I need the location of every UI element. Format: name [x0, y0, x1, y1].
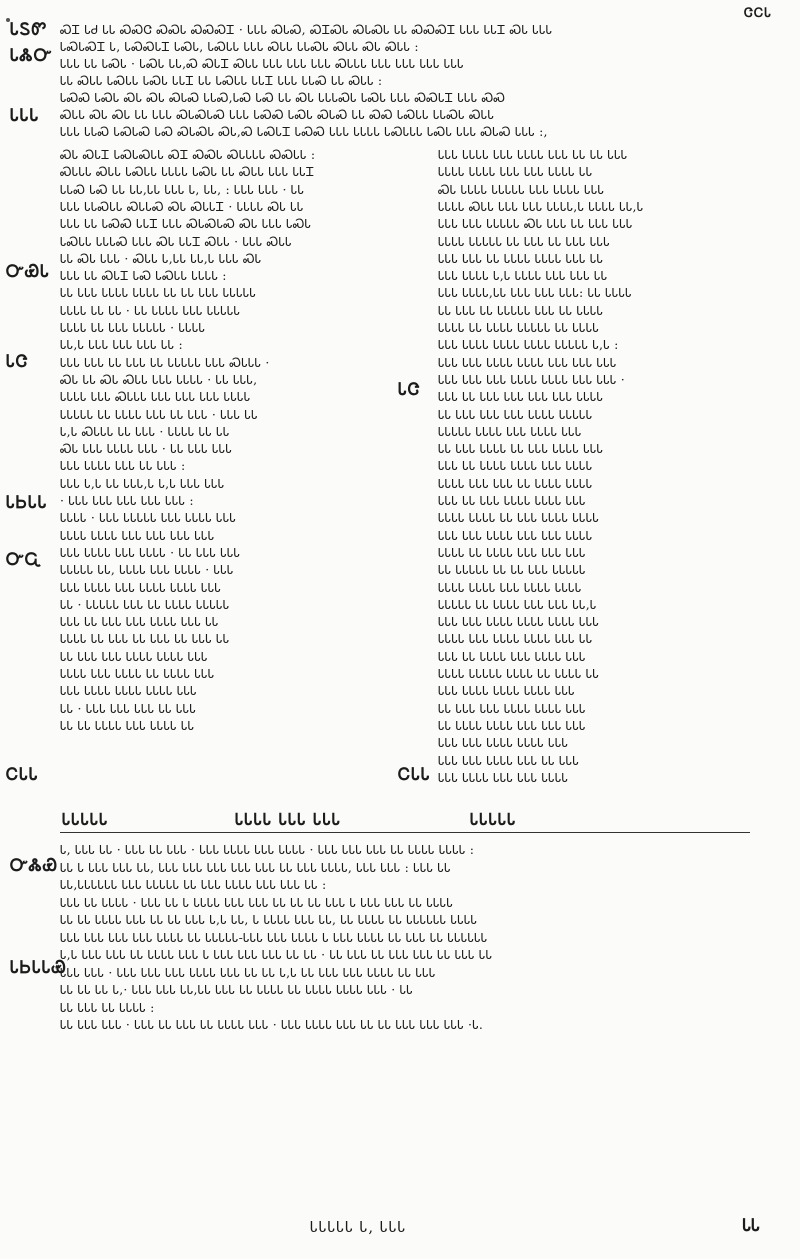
text-line: ᏓᏓᏓ Ꮣ,Ꮣ ᏓᏓ ᏓᏓᏓ,Ꮣ Ꮣ,Ꮣ ᏓᏓᏓ ᏓᏓᏓ [60, 475, 225, 491]
text-line: ᏓᏓ ᏍᏓᏓ ᏓᏍᏓᏓ ᏓᏍᏓ ᏓᏓᏆ ᏓᏓ ᏓᏍᏓᏓ ᏓᏓᏆ ᏓᏓᏓ ᏓᏓᏍ ᏓᏓ ᏍᏓᏓ : [60, 73, 383, 88]
text-line: ᏓᏓ ᏓᏓᏓ ᏓᏓᏓ ᏓᏓᏓᏓ ᏓᏓᏓᏓ ᏓᏓᏓ [438, 700, 586, 716]
text-line: ᏓᏓᏓ ᏓᏓᏓ ᏓᏓᏓᏓ ᏓᏓᏓᏓ ᏓᏓᏓ ᏓᏓᏓ ᏓᏓᏓ [438, 354, 617, 370]
text-line: Ꮣ,Ꮣ ᏍᏓᏓᏓ ᏓᏓ ᏓᏓᏓ · ᏓᏓᏓᏓ ᏓᏓ ᏓᏓ [60, 423, 230, 439]
text-line: ᏓᏓ ᏓᏓᏓ ᏓᏓᏓᏓ ᏓᏓᏓᏓ ᏓᏓ ᏓᏓ ᏓᏓᏓ ᏓᏓᏓᏓᏓ [60, 285, 257, 301]
margin-siglum: ᏅᏩ [6, 550, 43, 570]
text-line: ᏓᏓ ᏓᏓᏓ ᏓᏓ ᏓᏓᏓᏓᏓ ᏓᏓᏓ ᏓᏓ ᏓᏓᏓᏓ [438, 302, 604, 318]
text-line: ᏓᏓᏓᏓ · ᏓᏓᏓ ᏓᏓᏓᏓᏓ ᏓᏓᏓ ᏓᏓᏓᏓ ᏓᏓᏓ [60, 510, 237, 526]
margin-siglum: ᏓᏚᏛ [10, 20, 48, 40]
footer-signature: ᏓᏓᏓᏓᏓ Ꮣ, ᏓᏓᏓ [310, 1218, 407, 1236]
text-line: ᏓᏍᏓᏍᏆ Ꮣ, ᏓᏍᏍᏓᏆ ᏓᏍᏓ, ᏓᏍᏓᏓ ᏓᏓᏓ ᏍᏓᏓ ᏓᏓᏍᏓ ᏍᏓᏓ ᏍᏓ ᏍᏓᏓ : [60, 39, 419, 54]
text-line: ᏓᏓᏓ ᏓᏓ ᏓᏓᏓᏓ ᏓᏓᏓᏓ ᏓᏓᏓ ᏓᏓᏓᏓ [438, 458, 593, 474]
text-line: ᏍᏓᏓᏓ ᏍᏓᏓ ᏓᏍᏓᏓ ᏓᏓᏓᏓ ᏓᏍᏓ ᏓᏓ ᏍᏓᏓ ᏓᏓᏓ ᏓᏓᏆ [60, 164, 315, 180]
text-line: ᏓᏓᏓ ᏓᏓᏓ ᏓᏓᏓᏓᏓ ᏍᏓ ᏓᏓᏓ ᏓᏓ ᏓᏓᏓ ᏓᏓᏓ [438, 216, 633, 232]
text-line: ᏓᏓᏓ ᏓᏓ ᏓᏓᏓ ᏓᏓᏓ ᏓᏓᏓᏓ ᏓᏓᏓ ᏓᏓ [60, 614, 219, 630]
text-line: ᏓᏓᏓ ᏓᏓᏓᏓ ᏓᏓᏓᏓ ᏓᏓᏓᏓ ᏓᏓᏓᏓᏓ Ꮣ,Ꮣ : [438, 337, 619, 353]
section-heading: ᏓᏓᏓᏓ ᏓᏓᏓ ᏓᏓᏓ [235, 810, 342, 829]
page-number: ᏓᏓ [742, 1216, 760, 1236]
text-line: ᏓᏓᏓᏓ ᏓᏓ ᏓᏓᏓᏓ ᏓᏓᏓᏓᏓ ᏓᏓ ᏓᏓᏓᏓ [438, 320, 600, 335]
text-line: ᏍᏓ ᏍᏓᏆ ᏓᏍᏓᏍᏓᏓ ᏍᏆ ᏍᏍᏓ ᏍᏓᏓᏓᏓ ᏍᏍᏓᏓ : [60, 147, 316, 162]
text-line: ᏓᏓ ᏓᏓᏓᏓᏓ ᏓᏓ ᏓᏓ ᏓᏓᏓ ᏓᏓᏓᏓᏓ [438, 562, 586, 578]
text-line: ᏓᏓᏓᏓ ᏓᏓ ᏓᏓ · ᏓᏓ ᏓᏓᏓᏓ ᏓᏓᏓ ᏓᏓᏓᏓᏓ [60, 302, 241, 318]
text-line: Ꮣ, ᏓᏓᏓ ᏓᏓ · ᏓᏓᏓ ᏓᏓ ᏓᏓᏓ · ᏓᏓᏓ ᏓᏓᏓᏓ ᏓᏓᏓ ᏓᏓᏓᏓ · ᏓᏓᏓ ᏓᏓᏓ ᏓᏓᏓ ᏓᏓ ᏓᏓᏓᏓ ᏓᏓᏓᏓ : [60, 842, 475, 857]
text-line: ᏓᏓᏓ ᏓᏓᏓ ᏓᏓᏓᏓ ᏓᏓᏓ ᏓᏓᏓ ᏓᏓᏓᏓ [438, 527, 593, 543]
margin-siglum: ᏅᏜᏯ [10, 856, 59, 876]
heading-rule [60, 832, 750, 833]
text-line: ᏓᏓᏓᏓᏓ ᏓᏓᏓᏓ ᏓᏓᏓ ᏓᏓᏓᏓ ᏓᏓᏓ [438, 423, 582, 439]
text-line: ᏓᏓᏓᏓ ᏓᏓᏓᏓ ᏓᏓᏓ ᏓᏓᏓᏓ ᏓᏓᏓᏓ [438, 579, 582, 595]
text-line: ᏓᏓᏓᏓ ᏓᏓᏓᏓ ᏓᏓ ᏓᏓᏓ ᏓᏓᏓᏓ ᏓᏓᏓᏓ [438, 510, 600, 526]
text-line: ᏓᏓᏓ ᏓᏓᏓᏓ ᏓᏓᏓ ᏓᏓᏓᏓ ᏓᏓᏓᏓ ᏓᏓᏓ [60, 579, 222, 595]
text-line: ᏓᏓᏓ ᏓᏓᏍᏓᏓ ᏍᏓᏓᏍ ᏍᏓ ᏍᏓᏓᏆ · ᏓᏓᏓᏓ ᏍᏓ ᏓᏓ [60, 198, 304, 214]
text-line: ᏓᏓ,Ꮣ ᏓᏓᏓ ᏓᏓᏓ ᏓᏓᏓ ᏓᏓ : [60, 337, 183, 353]
margin-siglum: ᏓᏓᏓ [10, 106, 40, 126]
margin-siglum: ᏓᏏᏓᏓ [6, 493, 48, 513]
text-line: ᏓᏓᏓ ᏓᏓᏓ ᏓᏓᏓ ᏓᏓᏓᏓ ᏓᏓᏓᏓ ᏓᏓᏓ ᏓᏓᏓ · [438, 371, 625, 387]
text-line: ᏓᏓᏍ ᏓᏍ ᏓᏓ ᏓᏓ,ᏓᏓ ᏓᏓᏓ Ꮣ, ᏓᏓ, : ᏓᏓᏓ ᏓᏓᏓ · ᏓᏓ [60, 181, 305, 197]
text-line: ᏓᏓᏓ ᏓᏓᏓᏓ ᏓᏓᏓᏓ ᏓᏓᏓᏓ ᏓᏓᏓ [438, 683, 575, 699]
text-line: ᏓᏓᏓ ᏓᏓ ᏓᏓᏓᏓ · ᏓᏓᏓ ᏓᏓ Ꮣ ᏓᏓᏓᏓ ᏓᏓᏓ ᏓᏓᏓ ᏓᏓ ᏓᏓ ᏓᏓ ᏓᏓᏓ Ꮣ ᏓᏓᏓ ᏓᏓᏓ ᏓᏓ ᏓᏓᏓᏓ [60, 894, 454, 910]
text-line: ᏓᏓ · ᏓᏓᏓᏓᏓ ᏓᏓᏓ ᏓᏓ ᏓᏓᏓᏓ ᏓᏓᏓᏓᏓ [60, 596, 230, 612]
margin-siglum: ᏓᏜᏅ [10, 46, 53, 66]
text-line: ᏓᏓᏓᏓᏓ ᏓᏓ ᏓᏓᏓᏓ ᏓᏓᏓ ᏓᏓ ᏓᏓᏓ · ᏓᏓᏓ ᏓᏓ [60, 406, 258, 422]
text-line: · ᏓᏓᏓ ᏓᏓᏓ ᏓᏓᏓ ᏓᏓᏓ ᏓᏓᏓ : [60, 493, 194, 508]
text-line: ᏓᏓᏓ ᏓᏓᏓ ᏓᏓ ᏓᏓᏓ ᏓᏓ ᏓᏓᏓᏓᏓ ᏓᏓᏓ ᏍᏓᏓᏓ · [60, 354, 270, 370]
text-line: ᏓᏓᏓ ᏓᏓᏓ ᏓᏓᏓ ᏓᏓᏓ ᏓᏓᏓᏓ ᏓᏓ ᏓᏓᏓᏓᏓ-ᏓᏓᏓ ᏓᏓᏓ ᏓᏓᏓᏓ Ꮣ ᏓᏓᏓ ᏓᏓᏓᏓ ᏓᏓ ᏓᏓᏓ ᏓᏓ ᏓᏓᏓᏓᏓᏓ [60, 929, 488, 945]
section-heading: ᏓᏓᏓᏓᏓ [470, 810, 517, 829]
text-line: ᏓᏓᏓᏓ ᏓᏓᏓᏓ ᏓᏓᏓ ᏓᏓᏓ ᏓᏓᏓᏓ ᏓᏓ [438, 164, 593, 180]
text-line: ᏓᏓᏓᏓ ᏓᏓ ᏓᏓᏓ ᏓᏓᏓᏓᏓ · ᏓᏓᏓᏓ [60, 320, 206, 335]
text-line: ᏓᏓᏓ ᏓᏓᏓᏓ ᏓᏓᏓ ᏓᏓᏓᏓ ᏓᏓᏓ ᏓᏓ ᏓᏓ ᏓᏓᏓ [438, 147, 628, 162]
margin-siglum: ᏓᏣ [6, 352, 29, 372]
text-line: ᏓᏓᏓ ᏓᏓ ᏍᏓᏆ ᏓᏍ ᏓᏍᏓᏓ ᏓᏓᏓᏓ : [60, 268, 227, 284]
text-line: ᏓᏓᏓ ᏓᏓᏓᏓ ᏓᏓᏓ ᏓᏓᏓᏓ · ᏓᏓ ᏓᏓᏓ ᏓᏓᏓ [60, 544, 241, 560]
text-line: ᏓᏓᏓᏓᏓ ᏓᏓ, ᏓᏓᏓᏓ ᏓᏓᏓ ᏓᏓᏓᏓ · ᏓᏓᏓ [60, 562, 234, 578]
text-line: Ꮣ,Ꮣ ᏓᏓᏓ ᏓᏓᏓ ᏓᏓ ᏓᏓᏓᏓ ᏓᏓᏓ Ꮣ ᏓᏓᏓ ᏓᏓᏓ ᏓᏓᏓ ᏓᏓ ᏓᏓ · ᏓᏓ ᏓᏓᏓ ᏓᏓ ᏓᏓᏓ ᏓᏓᏓ ᏓᏓ ᏓᏓᏓ ᏓᏓ [60, 947, 493, 962]
text-line: ᏍᏓ ᏓᏓ ᏍᏓ ᏍᏓᏓ ᏓᏓᏓ ᏓᏓᏓᏓ · ᏓᏓ ᏓᏓᏓ, [60, 371, 258, 387]
text-line: ᏍᏓᏓ ᏍᏓ ᏍᏓ ᏓᏓ ᏓᏓᏓ ᏍᏓᏍᏓᏍ ᏓᏓᏓ ᏓᏍᏍ ᏓᏍᏓ ᏍᏓᏍ ᏓᏓ ᏍᏍ ᏓᏍᏓᏓ ᏓᏓᏍᏓ ᏍᏓᏓ [60, 107, 495, 122]
text-line: ᏓᏓᏓᏓ ᏓᏓᏓ ᏍᏓᏓᏓ ᏓᏓᏓ ᏓᏓᏓ ᏓᏓᏓ ᏓᏓᏓᏓ [60, 389, 251, 405]
text-line: ᏓᏓᏓᏓ ᏓᏓᏓᏓᏓ ᏓᏓᏓᏓ ᏓᏓ ᏓᏓᏓᏓ ᏓᏓ [438, 666, 600, 681]
text-line: ᏓᏓ ᏓᏓᏓ ᏓᏓ ᏓᏓᏓᏓ : [60, 999, 155, 1015]
text-line: ᏓᏓᏓᏓ ᏓᏓᏓ ᏓᏓᏓᏓ ᏓᏓᏓᏓ ᏓᏓᏓ ᏓᏓ [438, 631, 593, 647]
text-line: ᏓᏓᏓ ᏓᏓᏓ ᏓᏓ ᏓᏓᏓᏓ ᏓᏓᏓᏓ ᏓᏓᏓ ᏓᏓ [438, 250, 604, 266]
text-line: ᏓᏓᏓ ᏓᏓᏓ ᏓᏓᏓᏓ ᏓᏓᏓᏓ ᏓᏓᏓ [438, 735, 569, 751]
text-line: ᏍᏆ ᏓᏧ ᏓᏓ ᏍᏍᏣ ᏍᏍᏓ ᏍᏍᏍᏆ · ᏓᏓᏓ ᏍᏓᏍ, ᏍᏆᏍᏓ ᏍᏓᏍᏓ ᏓᏓ ᏍᏍᏍᏆ ᏓᏓᏓ ᏓᏓᏆ ᏍᏓ ᏓᏓᏓ [60, 22, 553, 37]
text-line: ᏓᏓ ᏓᏓᏓ ᏓᏓᏓ ᏓᏓᏓ ᏓᏓᏓᏓ ᏓᏓᏓᏓᏓ [438, 406, 593, 422]
margin-siglum: ᏟᏓᏓ [6, 765, 39, 785]
text-line: ᏍᏓ ᏓᏓᏓᏓ ᏓᏓᏓᏓᏓ ᏓᏓᏓ ᏓᏓᏓᏓ ᏓᏓᏓ [438, 181, 605, 197]
text-line: ᏓᏓ ᏓᏓ ᏓᏓᏓᏓ ᏓᏓᏓ ᏓᏓ ᏓᏓ ᏓᏓᏓ Ꮣ,Ꮣ ᏓᏓ, Ꮣ ᏓᏓᏓᏓ ᏓᏓᏓ ᏓᏓ, ᏓᏓ ᏓᏓᏓᏓ ᏓᏓ ᏓᏓᏓᏓᏓᏓ ᏓᏓᏓᏓ [60, 912, 478, 927]
text-line: ᏓᏓ,ᏓᏓᏓᏓᏓᏓ ᏓᏓᏓ ᏓᏓᏓᏓᏓ ᏓᏓ ᏓᏓᏓ ᏓᏓᏓᏓ ᏓᏓᏓ ᏓᏓᏓ ᏓᏓ : [60, 877, 327, 892]
margin-siglum: ᏓᏣ [398, 380, 421, 400]
text-line: ᏓᏓᏓ ᏓᏓᏓ ᏓᏓᏓᏓ ᏓᏓᏓᏓ ᏓᏓᏓᏓ ᏓᏓᏓ [438, 614, 600, 630]
text-line: ᏓᏓᏓᏓ ᏓᏓᏓᏓᏓ ᏓᏓ ᏓᏓᏓ ᏓᏓ ᏓᏓᏓ ᏓᏓᏓ [438, 233, 610, 249]
text-line: ᏓᏓ · ᏓᏓᏓ ᏓᏓᏓ ᏓᏓᏓ ᏓᏓ ᏓᏓᏓ [60, 700, 197, 716]
text-line: ᏓᏓ ᏓᏓ ᏓᏓ Ꮣ,· ᏓᏓᏓ ᏓᏓᏓ ᏓᏓ,ᏓᏓ ᏓᏓᏓ ᏓᏓ ᏓᏓᏓᏓ ᏓᏓ ᏓᏓᏓᏓ ᏓᏓᏓᏓ ᏓᏓᏓ · ᏓᏓ [60, 982, 413, 997]
text-line: ᏓᏓᏓᏓ ᏓᏓᏓᏓ ᏓᏓᏓ ᏓᏓᏓ ᏓᏓᏓ ᏓᏓᏓ [60, 527, 215, 543]
text-line: ᏓᏓᏓ ᏓᏓᏓ ᏓᏓᏓᏓ ᏓᏓᏓ ᏓᏓ ᏓᏓᏓ [438, 752, 580, 768]
text-line: ᏓᏓ ᏓᏓᏓᏓ ᏓᏓᏓᏓ ᏓᏓᏓ ᏓᏓᏓ ᏓᏓᏓ [438, 717, 586, 733]
text-line: ᏓᏓᏓ ᏓᏓᏓ · ᏓᏓᏓ ᏓᏓᏓ ᏓᏓᏓ ᏓᏓᏓᏓ ᏓᏓᏓ ᏓᏓ ᏓᏓ Ꮣ,Ꮣ ᏓᏓ ᏓᏓᏓ ᏓᏓᏓ ᏓᏓᏓᏓ ᏓᏓ ᏓᏓᏓ [60, 964, 436, 980]
margin-siglum: ᏓᏏᏓᏓᏯ [10, 958, 67, 978]
text-line: ᏓᏓᏓ ᏓᏓ ᏓᏓᏓ ᏓᏓᏓᏓ ᏓᏓᏓᏓ ᏓᏓᏓ [438, 493, 586, 508]
text-line: ᏓᏓᏓᏓ ᏓᏓᏓ ᏓᏓᏓᏓ ᏓᏓ ᏓᏓᏓᏓ ᏓᏓᏓ [60, 666, 215, 681]
text-line: ᏓᏓᏓ ᏓᏓᏓᏓ,ᏓᏓ ᏓᏓᏓ ᏓᏓᏓ ᏓᏓᏓ: ᏓᏓ ᏓᏓᏓᏓ [438, 285, 632, 301]
text-line: ᏓᏓᏓᏓ ᏓᏓ ᏓᏓᏓ ᏓᏓ ᏓᏓᏓ ᏓᏓ ᏓᏓᏓ ᏓᏓ [60, 631, 230, 647]
text-line: ᏍᏓ ᏓᏓᏓ ᏓᏓᏓᏓ ᏓᏓᏓ · ᏓᏓ ᏓᏓᏓ ᏓᏓᏓ [60, 441, 233, 457]
running-head: ᏣᏟᏓ [744, 6, 772, 21]
margin-siglum: ᏟᏓᏓ [398, 765, 431, 785]
text-line: ᏓᏓᏓᏓ ᏓᏓ ᏓᏓᏓᏓ ᏓᏓᏓ ᏓᏓᏓ ᏓᏓᏓ [438, 544, 586, 560]
text-line: ᏓᏓ ᏍᏓ ᏓᏓᏓ · ᏍᏓᏓ Ꮣ,ᏓᏓ ᏓᏓ,Ꮣ ᏓᏓᏓ ᏍᏓ [60, 250, 262, 266]
text-line: ᏓᏓᏓ ᏓᏓ ᏓᏓᏓᏓ ᏓᏓᏓ ᏓᏓᏓᏓ ᏓᏓᏓ [438, 648, 586, 664]
text-line: ᏓᏓᏓ ᏓᏓ ᏓᏍᏍ ᏓᏓᏆ ᏓᏓᏓ ᏍᏓᏍᏓᏍ ᏍᏓ ᏓᏓᏓ ᏓᏍᏓ [60, 216, 312, 232]
text-line: ᏓᏓᏓ ᏓᏓᏓᏓ ᏓᏓᏓ ᏓᏓᏓ ᏓᏓᏓᏓ [438, 769, 569, 785]
section-heading: ᏓᏓᏓᏓᏓ [62, 810, 109, 829]
text-line: ᏓᏓᏓᏓᏓ ᏓᏓ ᏓᏓᏓᏓ ᏓᏓᏓ ᏓᏓᏓ ᏓᏓ,Ꮣ [438, 596, 597, 612]
text-line: ᏓᏓᏓ ᏓᏓᏓᏓ ᏓᏓᏓᏓ ᏓᏓᏓᏓ ᏓᏓᏓ [60, 683, 197, 699]
text-line: ᏓᏓᏓ ᏓᏓᏓᏓ ᏓᏓᏓ ᏓᏓ ᏓᏓᏓ : [60, 458, 186, 474]
margin-siglum: ᏅᏯᏓ [6, 262, 50, 282]
text-line: ᏓᏓᏓ ᏓᏓᏓᏓ Ꮣ,Ꮣ ᏓᏓᏓᏓ ᏓᏓᏓ ᏓᏓᏓ ᏓᏓ [438, 268, 608, 284]
text-line: ᏓᏓ ᏓᏓᏓ ᏓᏓᏓᏓ ᏓᏓ ᏓᏓᏓ ᏓᏓᏓᏓ ᏓᏓᏓ [438, 441, 604, 457]
text-line: ᏓᏓ ᏓᏓᏓ ᏓᏓᏓ ᏓᏓᏓᏓ ᏓᏓᏓᏓ ᏓᏓᏓ [60, 648, 208, 664]
text-line: ᏓᏓᏓ ᏓᏓ ᏓᏍᏓ · ᏓᏍᏓ ᏓᏓ,Ꮝ ᏍᏓᏆ ᏍᏓᏓ ᏓᏓᏓ ᏓᏓᏓ ᏓᏓᏓ ᏍᏓᏓᏓ ᏓᏓᏓ ᏓᏓᏓ ᏓᏓᏓ ᏓᏓᏓ [60, 56, 464, 71]
text-line: ᏓᏓ ᏓᏓᏓ ᏓᏓᏓ · ᏓᏓᏓ ᏓᏓ ᏓᏓᏓ ᏓᏓ ᏓᏓᏓᏓ ᏓᏓᏓ · ᏓᏓᏓ ᏓᏓᏓᏓ ᏓᏓᏓ ᏓᏓ ᏓᏓ ᏓᏓᏓ ᏓᏓᏓ ᏓᏓᏓ ·Ꮣ. [60, 1017, 484, 1032]
text-line: ᏓᏓᏓᏓ ᏓᏓᏓ ᏓᏓᏓ ᏓᏓ ᏓᏓᏓᏓ ᏓᏓᏓᏓ [438, 475, 593, 491]
text-line: ᏓᏓ Ꮣ ᏓᏓᏓ ᏓᏓᏓ ᏓᏓ, ᏓᏓᏓ ᏓᏓᏓ ᏓᏓᏓ ᏓᏓᏓ ᏓᏓᏓ ᏓᏓ ᏓᏓᏓ ᏓᏓᏓᏓ, ᏓᏓᏓ ᏓᏓᏓ : ᏓᏓᏓ ᏓᏓ [60, 859, 451, 875]
text-line: ᏓᏓᏓᏓ ᏍᏓᏓ ᏓᏓᏓ ᏓᏓᏓ ᏓᏓᏓᏓ,Ꮣ ᏓᏓᏓᏓ ᏓᏓ,Ꮣ [438, 198, 644, 214]
text-line: ᏓᏓᏓ ᏓᏓᏍ ᏓᏍᏓᏍ ᏓᏍ ᏍᏓᏍᏓ ᏍᏓ,Ꮝ ᏓᏍᏓᏆ ᏓᏍᏍ ᏓᏓᏓ ᏓᏓᏓᏓ ᏓᏍᏓᏓᏓ ᏓᏍᏓ ᏓᏓᏓ ᏍᏓᏍ ᏓᏓᏓ :, [60, 124, 548, 139]
text-line: ᏓᏍᏓᏓ ᏓᏓᏓᏍ ᏓᏓᏓ ᏍᏓ ᏓᏓᏆ ᏍᏓᏓ · ᏓᏓᏓ ᏍᏓᏓ [60, 233, 292, 249]
text-line: ᏓᏓᏓ ᏓᏓ ᏓᏓᏓ ᏓᏓᏓ ᏓᏓᏓ ᏓᏓᏓ ᏓᏓᏓᏓ [438, 389, 604, 405]
text-line: ᏓᏓ ᏓᏓ ᏓᏓᏓᏓ ᏓᏓᏓ ᏓᏓᏓᏓ ᏓᏓ [60, 717, 195, 733]
text-line: ᏓᏍᏍ ᏓᏍᏓ ᏍᏓ ᏍᏓ ᏍᏓᏍ ᏓᏓᏍ,ᏓᏍ ᏓᏍ ᏓᏓ ᏍᏓ ᏓᏓᏓᏍᏓ ᏓᏍᏓ ᏓᏓᏓ ᏍᏍᏓᏆ ᏓᏓᏓ ᏍᏍ [60, 90, 506, 105]
